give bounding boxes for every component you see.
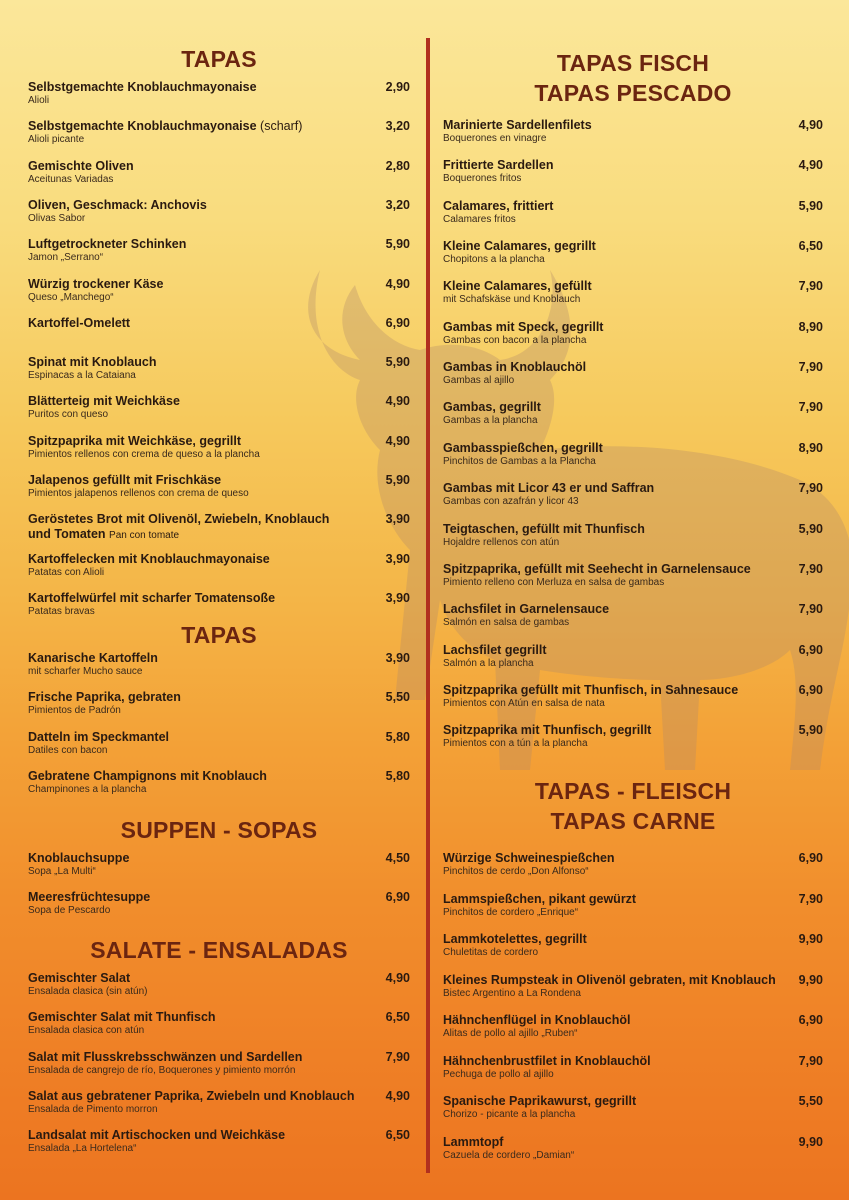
menu-item [443,1094,823,1121]
menu-item [443,199,823,226]
menu-item-translation: Salmón en salsa de gambas [443,617,570,629]
menu-item-translation: Champinones a la plancha [28,783,147,795]
menu-item-name-text: Hähnchenbrustfilet in Knoblauchöl [443,1053,651,1068]
menu-item-name [28,890,410,905]
menu-item-price: 7,90 [385,1049,410,1064]
menu-item-translation: Ensalada de Pimento morron [28,1103,158,1115]
menu-item-price: 4,50 [385,851,410,865]
menu-item-name [28,119,410,134]
menu-item [28,119,410,146]
menu-item-translation: Boquerones fritos [443,173,522,185]
menu-item-name-text: Lachsfilet gegrillt [443,642,547,657]
menu-item-name [443,562,823,577]
menu-item-name [28,198,410,213]
menu-item-name-text: Teigtaschen, gefüllt mit Thunfisch [443,521,645,536]
menu-item-name [443,199,823,214]
menu-item [28,591,410,618]
menu-item [443,441,823,468]
menu-item-translation: Pimientos rellenos con crema de queso a la plancha [28,448,260,460]
menu-item-name [443,643,823,658]
column-divider [426,38,430,1173]
menu-item [443,481,823,508]
menu-item [443,562,823,589]
menu-item-price: 4,90 [385,1088,410,1103]
menu-item [28,159,410,186]
menu-item-name-text: Spanische Paprikawurst, gegrillt [443,1094,637,1108]
menu-item-name-text: und Tomaten [28,527,106,542]
menu-item-translation: Pimiento relleno con Merluza en salsa de gambas [443,576,665,588]
menu-item [28,651,410,678]
menu-item-name-text: Gambas mit Speck, gegrillt [443,319,604,334]
menu-item [28,473,410,500]
menu-item-name [443,279,823,294]
menu-item [28,394,410,421]
section-title-line: TAPAS [181,622,257,648]
menu-item-name [443,320,823,335]
menu-item-price: 5,90 [798,723,823,738]
menu-item-name-text: Gemischter Salat mit Thunfisch [28,1010,216,1025]
menu-item-price: 6,90 [798,851,823,865]
menu-item-price: 5,90 [798,198,823,213]
menu-item-name-text: Gambasspießchen, gegrillt [443,440,603,455]
menu-item [28,971,410,998]
menu-item [443,118,823,145]
menu-item-name-text: Hähnchenflügel in Knoblauchöl [443,1013,631,1027]
menu-item-name-text: Lammtopf [443,1134,504,1149]
menu-item-translation: Pimientos jalapenos rellenos con crema de queso [28,488,249,499]
section-title-line: TAPAS FISCH [556,50,710,76]
menu-item-name-text: Kleines Rumpsteak in Olivenöl gebraten, mit Knoblauch [443,972,776,987]
menu-item-price: 5,80 [385,768,410,783]
menu-item-name-text: Knoblauchsuppe [28,851,130,865]
menu-item-name [443,1135,823,1150]
menu-item-translation: Ensalada clasica (sin atún) [28,986,148,997]
menu-item-price: 7,90 [798,561,823,576]
menu-item-price: 7,90 [798,602,823,617]
menu-item-name-text: Spitzpaprika, gefüllt mit Seehecht in Garnelensauce [443,561,751,576]
menu-item-translation: Chorizo - picante a la plancha [443,1109,576,1120]
section-title-line: TAPAS - FLEISCH [534,778,732,804]
menu-item-name [28,591,410,606]
menu-item-name-text: Datteln im Speckmantel [28,729,170,744]
menu-item [443,158,823,185]
menu-item-translation: Espinacas a la Cataiana [28,370,136,382]
menu-item [443,239,823,266]
menu-item-price: 3,90 [385,512,410,527]
menu-item-translation: Bistec Argentino a La Rondena [443,987,581,999]
menu-item-name-text: Lammspießchen, pikant gewürzt [443,891,637,906]
menu-item-name [28,1050,410,1065]
menu-item-name [443,973,823,988]
menu-item-name-extra: (scharf) [260,119,303,134]
menu-item-translation: Sopa „La Multi“ [28,866,96,877]
menu-item-name [443,441,823,456]
menu-item-name [28,1128,410,1143]
menu-item [28,552,410,579]
menu-item-price: 6,50 [385,1010,410,1025]
menu-item [28,434,410,461]
menu-item-name-text: Spitzpaprika mit Weichkäse, gegrillt [28,433,242,448]
menu-item-translation: Pimientos con a tún a la plancha [443,738,588,750]
menu-item-translation: Patatas bravas [28,605,95,617]
menu-item-translation: Pinchitos de cordero „Enrique“ [443,906,579,918]
menu-item-name-text: Geröstetes Brot mit Olivenöl, Zwiebeln, Knoblauch [28,512,330,527]
menu-item-translation: Datiles con bacon [28,744,108,756]
menu-item-name [28,159,410,174]
menu-item-name-text: Würzige Schweinespießchen [443,851,615,865]
menu-item-name-text: Selbstgemachte Knoblauchmayonaise [28,119,257,134]
menu-item-translation: Pan con tomate [109,530,180,542]
menu-item [443,851,823,878]
menu-item-name-text: Marinierte Sardellenfilets [443,118,592,132]
menu-item-price: 5,90 [385,355,410,370]
menu-item-name-text: Gemischte Oliven [28,158,134,173]
menu-item-price: 6,90 [385,890,410,905]
menu-item [28,1010,410,1037]
menu-item-name-text: Gambas, gegrillt [443,400,541,415]
menu-item-translation: Ensalada clasica con atún [28,1025,145,1037]
menu-item-price: 7,90 [798,360,823,375]
menu-item-price: 6,90 [385,315,410,330]
menu-item-name [28,434,410,449]
menu-item-price: 3,90 [385,551,410,566]
menu-item-name-text: Spinat mit Knoblauch [28,355,157,370]
menu-item-translation: Patatas con Alioli [28,566,105,578]
menu-item [28,769,410,796]
menu-item-translation: Olivas Sabor [28,212,86,224]
menu-item-translation: mit Schafskäse und Knoblauch [443,294,581,306]
menu-item-price: 9,90 [798,972,823,987]
menu-item [28,1050,410,1077]
menu-item [28,355,410,382]
menu-item-name [28,552,410,567]
menu-item-translation: Jamon „Serrano“ [28,252,104,264]
menu-item-translation: Pinchitos de cerdo „Don Alfonso“ [443,866,589,877]
menu-item-name-text: Kleine Calamares, gegrillt [443,239,596,254]
menu-item-price: 6,90 [798,682,823,697]
menu-item-translation: Chopitons a la plancha [443,254,545,266]
menu-item [28,890,410,917]
menu-item-name [443,892,823,907]
menu-item [28,851,410,878]
menu-item-name [28,394,410,409]
menu-item [28,316,410,331]
section-title [443,776,823,836]
menu-item-name-text: Salat mit Flusskrebsschwänzen und Sardellen [28,1049,303,1064]
menu-item-translation: Pimientos de Padrón [28,705,121,717]
section-title-line: SALATE - ENSALADAS [90,937,348,963]
menu-item-price: 7,90 [798,279,823,294]
menu-item-price: 7,90 [798,400,823,415]
menu-item-name [28,1010,410,1025]
menu-item-price: 6,50 [385,1128,410,1143]
menu-item-price: 7,90 [798,1053,823,1068]
menu-item-name [28,651,410,666]
menu-item-name [28,80,410,95]
menu-item-price: 4,90 [385,394,410,409]
menu-item-name-text: Jalapenos gefüllt mit Frischkäse [28,473,222,487]
menu-item-name-text: Frittierte Sardellen [443,158,554,173]
menu-item-name [28,769,410,784]
menu-item-name-text: Gambas in Knoblauchöl [443,360,587,375]
menu-item-name [28,512,410,527]
menu-item [443,279,823,306]
menu-item-price: 3,90 [385,651,410,665]
menu-item [443,1135,823,1162]
menu-item-price: 3,20 [385,197,410,212]
menu-item-translation: Gambas con bacon a la plancha [443,334,587,346]
menu-item-name-text: Calamares, frittiert [443,198,554,213]
menu-item-price: 2,80 [385,158,410,173]
menu-item-price: 4,90 [798,158,823,173]
menu-item-name-text: Frische Paprika, gebraten [28,690,181,705]
menu-item-name-text: Lachsfilet in Garnelensauce [443,602,610,617]
menu-item-price: 4,90 [385,433,410,448]
section-title-line: TAPAS PESCADO [534,80,732,106]
menu-item-price: 8,90 [798,319,823,334]
menu-item [28,690,410,717]
menu-item-name-text: Kleine Calamares, gefüllt [443,279,592,294]
menu-item [443,1054,823,1081]
menu-item-translation: Gambas con azafrán y licor 43 [443,496,579,508]
menu-item-translation: Sopa de Pescardo [28,905,111,917]
menu-item-price: 3,20 [385,119,410,134]
menu-item-name-text: Lammkotelettes, gegrillt [443,932,587,946]
menu-item-name [28,316,410,331]
menu-item-name [28,851,410,866]
menu-item-name [443,158,823,173]
menu-item-price: 5,50 [798,1094,823,1108]
menu-item [443,973,823,1000]
menu-item [443,320,823,347]
menu-item-name-line2 [28,527,410,543]
menu-item-name-text: Gebratene Champignons mit Knoblauch [28,768,267,783]
menu-item-name [443,1013,823,1028]
section-title-line: TAPAS [181,46,257,72]
menu-item-name [28,1089,410,1104]
menu-item-translation: Queso „Manchego“ [28,291,114,303]
menu-item-name [28,237,410,252]
menu-item-price: 6,90 [798,1013,823,1027]
menu-item-translation: Boquerones en vinagre [443,133,547,144]
menu-item-translation: Gambas al ajillo [443,375,515,387]
menu-item-name-text: Meeresfrüchtesuppe [28,890,151,905]
menu-item [28,198,410,225]
menu-item [28,277,410,304]
menu-item-name [443,683,823,698]
menu-item-translation: Pinchitos de Gambas a la Plancha [443,455,596,467]
menu-item-price: 3,90 [385,590,410,605]
menu-item-translation: Cazuela de cordero „Damian“ [443,1149,575,1161]
menu-item [28,80,410,107]
menu-item-translation: Ensalada „La Hortelena“ [28,1143,137,1155]
menu-item-name [28,690,410,705]
menu-item [28,1089,410,1116]
menu-item [28,1128,410,1155]
menu-item-translation: Pechuga de pollo al ajillo [443,1068,554,1080]
menu-item-translation: Gambas a la plancha [443,415,538,427]
menu-item [443,400,823,427]
menu-item-price: 2,90 [385,80,410,94]
menu-item [28,512,410,543]
menu-item-translation: Calamares fritos [443,213,516,225]
menu-item-name-text: Spitzpaprika mit Thunfisch, gegrillt [443,723,652,738]
menu-item-price: 5,80 [385,729,410,744]
menu-item-translation: Alitas de pollo al ajillo „Ruben“ [443,1028,578,1039]
section-title [28,815,410,845]
menu-item-name-text: Salat aus gebratener Paprika, Zwiebeln und Knoblauch [28,1088,355,1103]
menu-item-name-text: Kartoffelwürfel mit scharfer Tomatensoße [28,590,276,605]
menu-item-name [28,473,410,488]
menu-item-price: 8,90 [798,440,823,455]
menu-item-name-text: Würzig trockener Käse [28,276,164,291]
section-title [28,935,410,965]
menu-item-name [443,723,823,738]
menu-item-translation: mit scharfer Mucho sauce [28,666,143,677]
menu-item-price: 7,90 [798,891,823,906]
menu-item [28,730,410,757]
menu-item-name [28,277,410,292]
menu-item-price: 6,90 [798,642,823,657]
menu-item-price: 5,50 [385,690,410,705]
menu-item-name [443,932,823,947]
menu-item-name-text: Landsalat mit Artischocken und Weichkäse [28,1128,286,1143]
section-title [443,48,823,108]
menu-item-name-text: Kanarische Kartoffeln [28,651,158,665]
menu-item-price: 4,90 [385,971,410,985]
menu-item [443,643,823,670]
menu-item-translation: Hojaldre rellenos con atún [443,536,560,548]
menu-item-translation: Pimientos con Atún en salsa de nata [443,697,605,709]
menu-item-translation: Aceitunas Variadas [28,173,114,185]
menu-item-name [443,400,823,415]
menu-item-price: 5,90 [798,521,823,536]
menu-item [443,360,823,387]
menu-item-translation: Puritos con queso [28,409,109,421]
menu-item-name [443,239,823,254]
menu-item-translation: Salmón a la plancha [443,657,534,669]
menu-item-price: 5,90 [385,237,410,252]
menu-item-name-text: Kartoffel-Omelett [28,315,131,330]
menu-item [443,892,823,919]
menu-item [443,602,823,629]
menu-item-name-text: Kartoffelecken mit Knoblauchmayonaise [28,551,270,566]
menu-item [443,1013,823,1040]
menu-item-name [28,971,410,986]
menu-item-name [443,360,823,375]
menu-item-price: 5,90 [385,473,410,487]
menu-item-name [443,522,823,537]
menu-item-name-text: Luftgetrockneter Schinken [28,237,187,252]
menu-item [28,237,410,264]
menu-item-price: 9,90 [798,932,823,946]
menu-item [443,932,823,959]
menu-item-price: 6,50 [798,239,823,254]
menu-item-name [443,851,823,866]
menu-item-translation: Alioli [28,95,50,106]
menu-item-name [28,730,410,745]
menu-item-name [28,355,410,370]
menu-item-name-text: Spitzpaprika gefüllt mit Thunfisch, in Sahnesauce [443,682,739,697]
menu-item-name-text: Blätterteig mit Weichkäse [28,394,180,409]
menu-item-translation: Chuletitas de cordero [443,947,539,958]
menu-item [443,683,823,710]
section-title [28,620,410,650]
menu-item-name-text: Oliven, Geschmack: Anchovis [28,197,207,212]
menu-item-name [443,1054,823,1069]
section-title-line: SUPPEN - SOPAS [120,817,318,843]
menu-item-name-text: Selbstgemachte Knoblauchmayonaise [28,80,257,94]
menu-item-name-text: Gemischter Salat [28,971,131,985]
menu-item-name [443,118,823,133]
section-title [28,44,410,74]
menu-item-price: 4,90 [798,118,823,132]
menu-item-price: 9,90 [798,1134,823,1149]
menu-item-translation: Alioli picante [28,134,85,146]
menu-item-translation: Ensalada de cangrejo de río, Boquerones y pimiento morrón [28,1064,296,1076]
section-title-line: TAPAS CARNE [550,808,716,834]
menu-item-price: 7,90 [798,481,823,496]
menu-item-name [443,1094,823,1109]
menu-item-name [443,481,823,496]
menu-item-name-text: Gambas mit Licor 43 er und Saffran [443,481,655,496]
menu-item [443,723,823,750]
menu-item [443,522,823,549]
menu-item-price: 4,90 [385,276,410,291]
menu-item-name [443,602,823,617]
